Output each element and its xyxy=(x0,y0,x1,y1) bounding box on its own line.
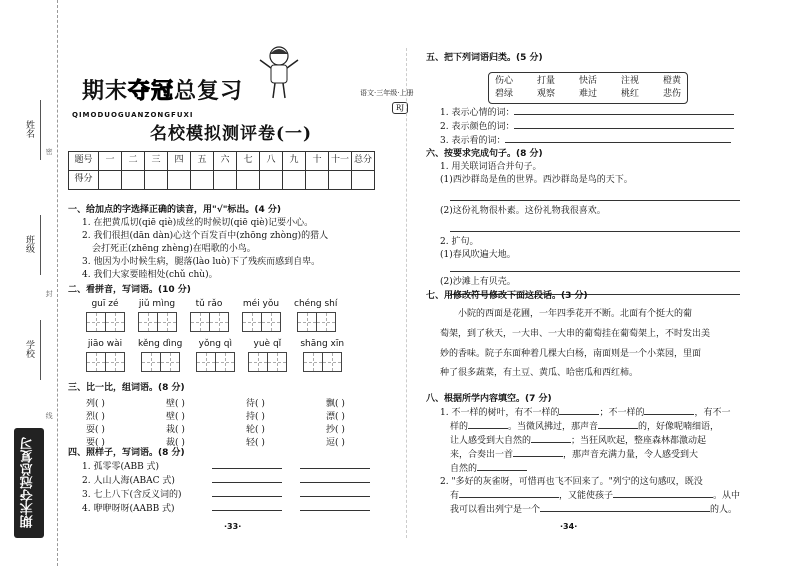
answer-blank[interactable] xyxy=(644,406,694,415)
question-line: 1. 表示心情的词： xyxy=(440,106,740,120)
page-divider xyxy=(406,48,407,538)
pinyin-text: guī zé xyxy=(91,299,119,309)
page-header xyxy=(62,70,414,119)
binding-strip xyxy=(0,0,58,566)
answer-blank[interactable] xyxy=(212,460,282,469)
writing-box[interactable] xyxy=(267,352,287,372)
answer-line[interactable] xyxy=(450,187,740,201)
answer-blank[interactable] xyxy=(531,434,571,443)
word-bank-row xyxy=(495,88,681,101)
brand-pinyin: QIMODUOGUANZONGFUXI xyxy=(72,111,194,119)
score-input-cell[interactable] xyxy=(122,171,145,190)
question-line: (1)春风吹遍大地。 xyxy=(440,250,516,261)
answer-blank[interactable] xyxy=(477,462,527,471)
question-8 xyxy=(426,393,766,517)
question-5-answers xyxy=(440,106,740,148)
question-5 xyxy=(426,52,543,65)
pinyin-row-2 xyxy=(86,338,344,372)
writing-box[interactable] xyxy=(215,352,235,372)
passage-line: 小院的西面是花圃，一年四季花开不断。北面有个挺大的葡 xyxy=(458,309,693,319)
table-cell: 三 xyxy=(145,152,168,171)
score-input-cell[interactable] xyxy=(99,171,122,190)
table-cell: 一 xyxy=(99,152,122,171)
question-3 xyxy=(68,382,185,395)
score-input-cell[interactable] xyxy=(168,171,191,190)
compare-item[interactable]: 壁( ) xyxy=(166,412,185,423)
pinyin-group xyxy=(138,298,176,332)
answer-blank[interactable] xyxy=(300,502,370,511)
score-input-cell[interactable] xyxy=(145,171,168,190)
compare-item[interactable]: 漂( ) xyxy=(326,412,345,423)
writing-box[interactable] xyxy=(86,312,106,332)
score-input-cell[interactable] xyxy=(329,171,352,190)
writing-box[interactable] xyxy=(196,352,216,372)
cut-mark: 密 xyxy=(45,148,54,155)
pinyin-group xyxy=(196,338,234,372)
question-line: 来，合奏出一首 ，那声音充满力量，令人感受到大 xyxy=(450,450,699,461)
class-line xyxy=(40,215,41,275)
writing-box[interactable] xyxy=(86,352,106,372)
question-line: 3. 七上八下(含反义词的) xyxy=(68,488,388,502)
answer-blank[interactable] xyxy=(514,120,734,129)
writing-box[interactable] xyxy=(322,352,342,372)
table-cell: 四 xyxy=(168,152,191,171)
answer-blank[interactable] xyxy=(468,420,508,429)
question-line: 2. 我们很担(dān dàn)心这个百发百中(zhōng zhòng)的猎人 xyxy=(82,231,329,242)
question-line: 2. 人山人海(ABAC 式) xyxy=(68,474,388,488)
table-cell: 十 xyxy=(306,152,329,171)
writing-box[interactable] xyxy=(316,312,336,332)
passage-line: 种了很多蔬菜，有土豆、黄瓜、哈密瓜和西红柿。 xyxy=(440,368,639,379)
table-cell: 七 xyxy=(237,152,260,171)
pinyin-text: méi yǒu xyxy=(242,299,280,309)
writing-box[interactable] xyxy=(138,312,158,332)
writing-box[interactable] xyxy=(105,312,125,332)
pinyin-group xyxy=(86,338,124,372)
writing-box[interactable] xyxy=(248,352,268,372)
school-label: 学校 xyxy=(24,340,35,358)
pinyin-group xyxy=(138,338,182,372)
compare-item[interactable]: 裁( ) xyxy=(166,438,185,449)
pinyin-text: jiǔ mìng xyxy=(138,299,176,309)
question-line: 2. 表示颜色的词： xyxy=(440,120,740,134)
pinyin-text: yǒng qì xyxy=(198,339,232,349)
mascot-illustration xyxy=(256,44,302,100)
question-line: (2)这份礼物很朴素。这份礼物我很喜欢。 xyxy=(440,206,606,217)
question-6 xyxy=(426,148,756,295)
pinyin-group xyxy=(86,298,124,332)
question-line: 1. 孤零零(ABB 式) xyxy=(68,460,388,474)
question-1 xyxy=(68,204,328,282)
word: 难过 xyxy=(578,89,597,100)
compare-item[interactable]: 烈( ) xyxy=(86,412,105,423)
score-input-cell[interactable] xyxy=(283,171,306,190)
question-title: 八、根据所学内容填空。(7 分) xyxy=(426,394,552,404)
question-line: 4. 我们大家要睦相处(chǔ chù)。 xyxy=(82,270,218,281)
question-line: 3. 他因为小时候生病，腿落(lào luò)下了残疾而感到自卑。 xyxy=(82,257,321,268)
word: 悲伤 xyxy=(662,89,681,100)
writing-box[interactable] xyxy=(297,312,317,332)
pinyin-group xyxy=(190,298,228,332)
word: 橙黄 xyxy=(662,76,681,86)
answer-blank[interactable] xyxy=(300,460,370,469)
compare-item[interactable]: 壁( ) xyxy=(166,399,185,409)
question-line: 1. 不一样的树叶，有不一样的 ；不一样的 ，有不一 xyxy=(440,408,731,419)
word: 碧绿 xyxy=(495,89,514,100)
table-cell: 八 xyxy=(260,152,283,171)
word: 注视 xyxy=(620,76,639,86)
edition-tag: RJ xyxy=(392,102,408,114)
cut-mark: 封 xyxy=(45,290,54,297)
compare-item[interactable]: 逗( ) xyxy=(326,438,345,449)
grade-label: 语文·三年级·上册 xyxy=(360,89,414,97)
word: 伤心 xyxy=(495,76,514,86)
writing-box[interactable] xyxy=(242,312,262,332)
exam-title: 名校模拟测评卷(一) xyxy=(150,124,313,144)
score-input-cell[interactable] xyxy=(214,171,237,190)
table-cell: 九 xyxy=(283,152,306,171)
writing-box[interactable] xyxy=(190,312,210,332)
compare-item[interactable]: 要( ) xyxy=(86,438,105,449)
score-input-cell[interactable] xyxy=(352,171,375,190)
question-title: 四、照样子，写词语。(8 分) xyxy=(68,448,185,458)
compare-item[interactable]: 列( ) xyxy=(86,399,105,409)
pinyin-group xyxy=(300,338,344,372)
question-title: 七、用修改符号修改下面这段话。(3 分) xyxy=(426,291,588,301)
question-line: 2. 扩句。 xyxy=(440,237,479,248)
writing-box[interactable] xyxy=(157,312,177,332)
question-line: 让人感受到大自然的 ；当狂风吹起，整座森林都激动起 xyxy=(450,436,707,447)
compare-item[interactable]: 持( ) xyxy=(246,412,265,423)
page-number-left: ·33· xyxy=(224,522,242,531)
compare-grid xyxy=(86,398,406,450)
table-cell: 五 xyxy=(191,152,214,171)
compare-item[interactable]: 轻( ) xyxy=(246,438,265,449)
question-title: 三、比一比，组词语。(8 分) xyxy=(68,383,185,393)
answer-blank[interactable] xyxy=(300,488,370,497)
table-cell: 十一 xyxy=(329,152,352,171)
word-bank xyxy=(488,72,688,104)
score-input-cell[interactable] xyxy=(306,171,329,190)
class-label: 班级 xyxy=(24,235,35,253)
score-table xyxy=(68,151,375,190)
answer-line[interactable] xyxy=(450,218,740,232)
editing-passage xyxy=(440,305,740,384)
pinyin-text: shāng xīn xyxy=(300,339,345,349)
table-cell: 总分 xyxy=(352,152,375,171)
pinyin-text: yuè qǐ xyxy=(253,339,282,349)
writing-box[interactable] xyxy=(209,312,229,332)
writing-box[interactable] xyxy=(303,352,323,372)
page-number-right: ·34· xyxy=(560,522,578,531)
question-line: 4. 咿咿呀呀(AABB 式) xyxy=(68,502,388,516)
answer-blank[interactable] xyxy=(212,502,282,511)
question-line: (1)西沙群岛是鱼的世界。西沙群岛是鸟的天下。 xyxy=(440,175,633,186)
answer-blank[interactable] xyxy=(514,106,734,115)
question-line: 1. 在把黄瓜切(qiē qiè)成丝的时候切(qiē qiè)记要小心。 xyxy=(82,218,314,229)
name-line xyxy=(40,100,41,160)
passage-line: 萄架，到了秋天，一大串、一大串的葡萄挂在葡萄架上，不时发出美 xyxy=(440,328,711,339)
name-label: 姓名 xyxy=(24,120,35,138)
word: 桃红 xyxy=(620,89,639,100)
pinyin-group xyxy=(248,338,286,372)
answer-blank[interactable] xyxy=(212,474,282,483)
writing-box[interactable] xyxy=(261,312,281,332)
table-cell: 题号 xyxy=(69,152,99,171)
pinyin-text: kěng dìng xyxy=(138,339,183,349)
answer-blank[interactable] xyxy=(513,448,563,457)
answer-blank[interactable] xyxy=(300,474,370,483)
question-line: 自然的 xyxy=(426,462,766,476)
pinyin-text: chéng shí xyxy=(294,299,338,309)
question-line: 有 ，又能使孩子 。从中 xyxy=(450,491,741,502)
score-table-score-row xyxy=(69,171,375,190)
answer-blank[interactable] xyxy=(212,488,282,497)
answer-blank[interactable] xyxy=(505,134,731,143)
question-title: 二、看拼音，写词语。(10 分) xyxy=(68,285,191,295)
writing-box[interactable] xyxy=(141,352,161,372)
question-line: 3. 表示看的词： xyxy=(440,134,740,148)
writing-box[interactable] xyxy=(160,352,180,372)
question-title: 五、把下列词语归类。(5 分) xyxy=(426,53,543,63)
table-cell: 二 xyxy=(122,152,145,171)
question-4 xyxy=(68,447,388,516)
question-line: 样的 。当微风拂过，那声音 的，好像呢喃细语， xyxy=(450,422,720,433)
question-title: 一、给加点的字选择正确的读音，用"√"标出。(4 分) xyxy=(68,205,282,215)
answer-blank[interactable] xyxy=(559,406,599,415)
answer-line[interactable] xyxy=(450,262,740,272)
answer-blank[interactable] xyxy=(459,489,559,498)
compare-item[interactable]: 抄( ) xyxy=(326,425,345,436)
word-bank-row xyxy=(495,75,681,88)
answer-blank[interactable] xyxy=(613,489,713,498)
pinyin-text: tǔ rǎo xyxy=(195,299,223,309)
compare-item[interactable]: 飘( ) xyxy=(326,399,345,409)
writing-box[interactable] xyxy=(105,352,125,372)
question-7 xyxy=(426,290,588,303)
compare-item[interactable]: 轮( ) xyxy=(246,425,265,436)
word: 打量 xyxy=(536,76,555,86)
pinyin-row-1 xyxy=(86,298,337,332)
question-line: 会打死正(zhēng zhèng)在唱歌的小鸟。 xyxy=(92,244,256,255)
compare-item[interactable]: 栽( ) xyxy=(166,425,185,436)
brand-logo: 期末夺冠总复习 xyxy=(82,79,244,104)
passage-line: 妙的香味。院子东面种着几棵大白杨，南面则是一个小菜园，里面 xyxy=(440,348,702,359)
word: 快活 xyxy=(578,76,597,86)
school-line xyxy=(40,320,41,380)
pinyin-group xyxy=(294,298,337,332)
pinyin-group xyxy=(242,298,280,332)
brand-logo-vertical: 期末夺冠总复习 xyxy=(14,428,44,538)
answer-blank[interactable] xyxy=(540,503,710,512)
word: 观察 xyxy=(536,89,555,100)
table-cell: 得分 xyxy=(69,171,99,190)
question-line: (2)沙滩上有贝壳。 xyxy=(440,277,516,288)
score-table-header-row xyxy=(69,152,375,171)
question-line: 我可以看出列宁是一个 的人。 xyxy=(450,505,738,516)
pinyin-text: jiāo wài xyxy=(87,339,123,349)
score-input-cell[interactable] xyxy=(237,171,260,190)
compare-item[interactable]: 耍( ) xyxy=(86,425,105,436)
question-title: 六、按要求完成句子。(8 分) xyxy=(426,149,543,159)
compare-item[interactable]: 待( ) xyxy=(246,399,265,409)
question-line: 1. 用关联词语合并句子。 xyxy=(440,162,542,173)
score-input-cell[interactable] xyxy=(191,171,214,190)
answer-blank[interactable] xyxy=(598,420,638,429)
question-line: 2. "多好的灰雀呀，可惜再也飞不回来了。"列宁的这句感叹，既没 xyxy=(440,477,703,488)
cut-mark: 线 xyxy=(45,412,54,419)
question-2 xyxy=(68,284,191,297)
table-cell: 六 xyxy=(214,152,237,171)
score-input-cell[interactable] xyxy=(260,171,283,190)
